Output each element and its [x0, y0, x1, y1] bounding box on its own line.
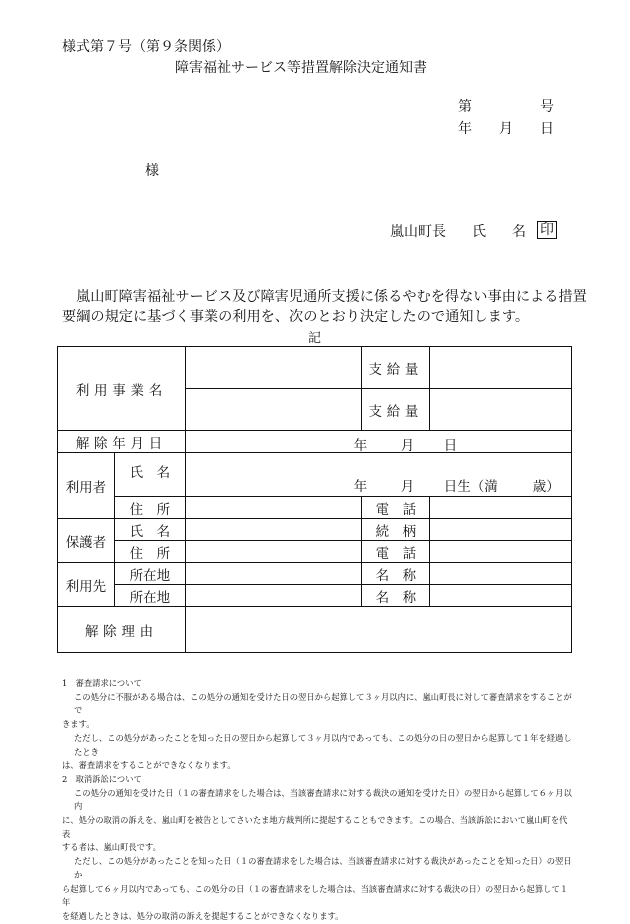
- note-heading-1: 1 審査請求について: [62, 678, 142, 688]
- guardian-relation-label: 続 柄: [362, 519, 430, 541]
- seal-mark: 印: [537, 219, 557, 239]
- release-date-label: 解除年月日: [58, 431, 186, 453]
- guardian-label: 保護者: [58, 519, 115, 563]
- guardian-name-label: 氏 名: [114, 519, 185, 541]
- user-name-value[interactable]: [185, 453, 571, 497]
- supply-amount-value-2[interactable]: [430, 389, 572, 431]
- ref-go: 号: [540, 99, 554, 115]
- note-text: この処分に不服がある場合は、この処分の通知を受けた日の翌日から起算して３ヶ月以内に、嵐山町長に対して審査請求をすることがで: [74, 691, 572, 716]
- provider-name-value-1[interactable]: [430, 563, 572, 585]
- birth-month: 月: [400, 479, 415, 495]
- guardian-relation-value[interactable]: [430, 519, 572, 541]
- release-day: 日: [443, 438, 458, 454]
- guardian-phone-value[interactable]: [430, 541, 572, 563]
- issuer-name-label-2: 名: [512, 224, 526, 240]
- addressee-suffix: 様: [145, 163, 159, 179]
- body-line-2: 要綱の規定に基づく事業の利用を、次のとおり決定したので通知します。: [62, 309, 530, 325]
- guardian-address-label: 住 所: [114, 541, 185, 563]
- user-phone-label: 電 話: [362, 497, 430, 519]
- provider-name-label-1: 名 称: [362, 563, 430, 585]
- service-name-label: 利用事業名: [58, 347, 186, 431]
- provider-name-label-2: 名 称: [362, 585, 430, 607]
- notes-section: [62, 677, 572, 924]
- user-address-value[interactable]: [185, 497, 362, 519]
- provider-label: 利用先: [58, 563, 115, 607]
- supply-amount-label-2: 支給量: [362, 389, 430, 431]
- note-heading-2: 2 取消訴訟について: [62, 773, 142, 784]
- provider-location-value-1[interactable]: [185, 563, 362, 585]
- guardian-name-value[interactable]: [185, 519, 362, 541]
- service-name-value-1[interactable]: [185, 347, 362, 389]
- note-text: に、処分の取消の訴えを、嵐山町を被告としてさいたま地方裁判所に提起することもできます。この場合、当該訴訟において嵐山町を代表: [62, 815, 568, 839]
- ki-label: 記: [308, 331, 322, 346]
- age-unit: 歳）: [532, 479, 560, 495]
- user-label: 利用者: [58, 453, 115, 519]
- note-text: きます。: [62, 719, 95, 730]
- release-date-value[interactable]: [185, 431, 571, 453]
- birth-year: 年: [353, 479, 368, 495]
- note-text: は、審査請求をすることができなくなります。: [62, 760, 236, 771]
- ref-year: 年: [458, 121, 472, 137]
- note-text: する者は、嵐山町長です。: [62, 842, 161, 853]
- release-reason-value[interactable]: [185, 607, 571, 653]
- details-table: [57, 346, 572, 653]
- user-phone-value[interactable]: [430, 497, 572, 519]
- note-text: ただし、この処分があったことを知った日（１の審査請求をした場合は、当該審査請求に対する裁決があったことを知った日）の翌日か: [74, 856, 572, 880]
- user-name-label: 氏 名: [114, 453, 185, 497]
- ref-dai: 第: [458, 99, 472, 115]
- provider-location-value-2[interactable]: [185, 585, 362, 607]
- provider-location-label-2: 所在地: [114, 585, 185, 607]
- supply-amount-value-1[interactable]: [430, 347, 572, 389]
- release-month: 月: [400, 438, 415, 454]
- form-number: 様式第７号（第９条関係）: [62, 39, 230, 55]
- provider-name-value-2[interactable]: [430, 585, 572, 607]
- birth-day-age: 日生（満: [443, 479, 498, 495]
- note-text: を経過したときは、処分の取消の訴えを提起することができなくなります。: [62, 910, 344, 921]
- note-text: この処分の通知を受けた日（１の審査請求をした場合は、当該審査請求に対する裁決の通知を受けた日）の翌日から起算して６ヶ月以内: [74, 787, 572, 812]
- ref-month: 月: [499, 121, 513, 137]
- supply-amount-label-1: 支給量: [362, 347, 430, 389]
- release-reason-label: 解除理由: [58, 607, 186, 653]
- provider-location-label-1: 所在地: [114, 563, 185, 585]
- issuer-name-label-1: 氏: [472, 224, 486, 240]
- ref-day: 日: [540, 121, 554, 137]
- note-text: ただし、この処分があったことを知った日の翌日から起算して３ヶ月以内であっても、この処分の日の翌日から起算して１年を経過したとき: [74, 732, 572, 757]
- guardian-phone-label: 電 話: [362, 541, 430, 563]
- release-year: 年: [353, 438, 368, 454]
- user-address-label: 住 所: [114, 497, 185, 519]
- issuer-title: 嵐山町長: [390, 224, 446, 240]
- note-text: ら起算して６ヶ月以内であっても、この処分の日（１の審査請求をした場合は、当該審査請求に対する裁決の日）の翌日から起算して１年: [62, 883, 569, 908]
- document-title: 障害福祉サービス等措置解除決定通知書: [175, 60, 427, 76]
- body-line-1: 嵐山町障害福祉サービス及び障害児通所支援に係るやむを得ない事由による措置: [76, 289, 587, 305]
- guardian-address-value[interactable]: [185, 541, 362, 563]
- service-name-value-2[interactable]: [185, 389, 362, 431]
